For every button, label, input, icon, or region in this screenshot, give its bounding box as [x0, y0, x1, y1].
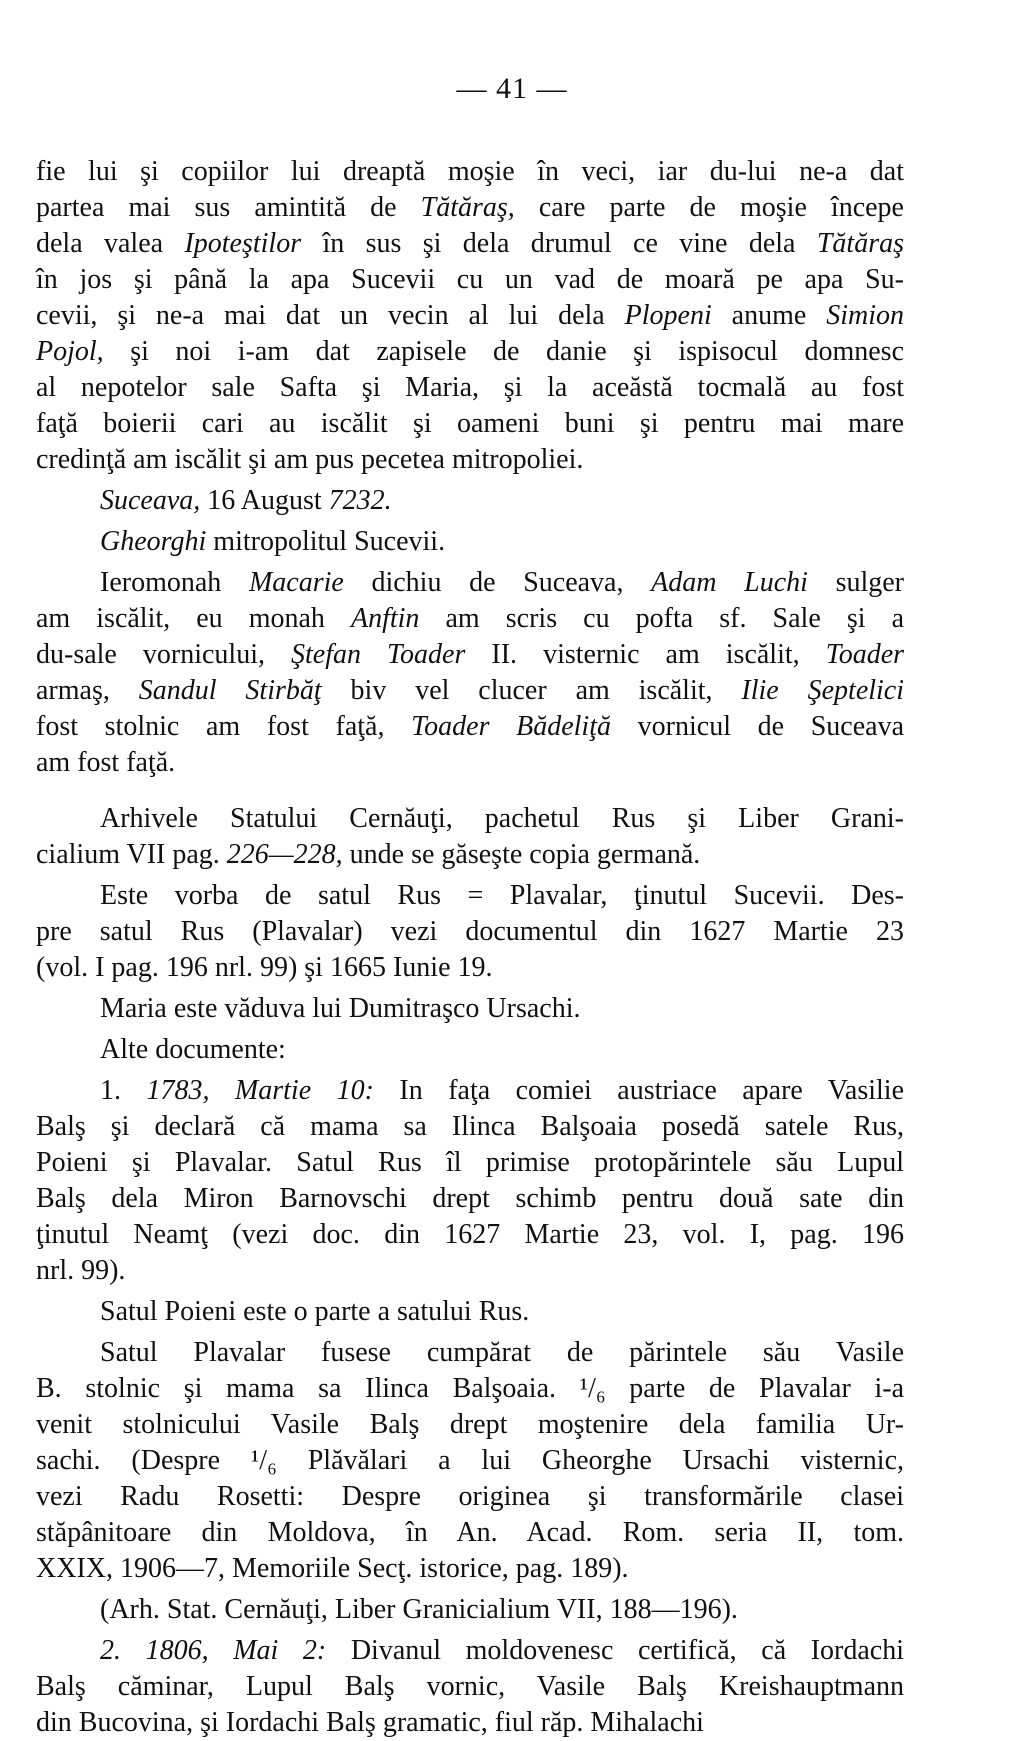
paragraph: [36, 154, 904, 478]
text-run: In faţa comiei austriace apare Vasilie: [373, 1075, 905, 1106]
italic-text: Ştefan Toader: [291, 639, 466, 670]
italic-text: Adam Luchi: [651, 567, 808, 598]
text-run: sulger: [807, 567, 904, 598]
text-run: (Arh. Stat. Cernăuţi, Liber Granicialium VII, 188—196).: [100, 1594, 738, 1625]
text-run: dichiu de Suceava,: [343, 567, 652, 598]
italic-text: Simion: [826, 300, 904, 331]
text-line: [36, 1705, 904, 1741]
paragraph: [36, 565, 904, 781]
text-run: din Bucovina, şi Iordachi Balş gramatic, fiul răp. Mihalachi: [36, 1707, 704, 1738]
text-line: [36, 524, 904, 560]
text-run: Satul Plavalar fusese cumpărat de părintele său Vasile: [100, 1337, 904, 1368]
paragraph: [36, 483, 904, 519]
text-line: [36, 1371, 904, 1407]
italic-text: Suceava,: [100, 485, 201, 516]
italic-text: Plopeni: [624, 300, 712, 331]
text-run: XXIX, 1906—7, Memoriile Secţ. istorice, pag. 189).: [36, 1553, 629, 1584]
text-line: [36, 1592, 904, 1628]
text-line: [36, 1073, 904, 1109]
text-line: [36, 1145, 904, 1181]
text-line: [36, 1335, 904, 1371]
italic-text: Gheorghi: [100, 526, 207, 557]
text-line: [36, 801, 904, 837]
italic-text: Ipoteştilor: [184, 228, 302, 259]
text-run: Satul Poieni este o parte a satului Rus.: [100, 1296, 530, 1327]
text-line: [36, 1633, 904, 1669]
italic-text: Macarie: [248, 567, 344, 598]
text-run: Arhivele Statului Cernăuţi, pachetul Rus şi Liber Grani-: [100, 803, 904, 834]
text-run: am iscălit, eu monah: [36, 603, 351, 634]
text-run: în sus şi dela drumul ce vine dela: [301, 228, 817, 259]
text-line: [36, 1217, 904, 1253]
text-line: [36, 154, 904, 190]
text-line: [36, 442, 904, 478]
text-run: şi noi i-am dat zapisele de danie şi ispisocul domnesc: [103, 336, 904, 367]
text-run: am fost faţă.: [36, 747, 176, 778]
italic-text: 226—228,: [226, 839, 343, 870]
text-run: Balş căminar, Lupul Balş vornic, Vasile Balş Kreishauptmann: [36, 1671, 904, 1702]
text-run: al nepotelor sale Safta şi Maria, şi la aceăstă tocmală au fost: [36, 372, 904, 403]
text-run: am scris cu pofta sf. Sale şi a: [419, 603, 904, 634]
text-run: Poieni şi Plavalar. Satul Rus îl primise protopărintele său Lupul: [36, 1147, 904, 1178]
text-run: anume: [711, 300, 827, 331]
document-body: [36, 154, 904, 1741]
text-line: [36, 950, 904, 986]
text-run: dela valea: [36, 228, 185, 259]
italic-text: Toader: [825, 639, 905, 670]
text-run: care parte de moşie începe: [514, 192, 904, 223]
text-run: faţă boierii cari au iscălit şi oameni buni şi pentru mai mare: [36, 408, 904, 439]
text-run: B. stolnic şi mama sa Ilinca Balşoaia. ¹/₆ parte de Plavalar i-a: [36, 1373, 904, 1404]
text-line: [36, 1032, 904, 1068]
paragraph: [36, 801, 904, 873]
text-run: fie lui şi copiilor lui dreaptă moşie în veci, iar du-lui ne-a dat: [36, 156, 904, 187]
text-run: 1.: [100, 1075, 147, 1106]
text-line: [36, 298, 904, 334]
text-run: (vol. I pag. 196 nrl. 99) şi 1665 Iunie 19.: [36, 952, 493, 983]
text-line: [36, 1669, 904, 1705]
text-run: stăpânitoare din Moldova, în An. Acad. Rom. seria II, tom.: [36, 1517, 904, 1548]
text-line: [36, 673, 904, 709]
text-line: [36, 262, 904, 298]
text-run: unde se găseşte copia germană.: [342, 839, 701, 870]
text-line: [36, 601, 904, 637]
italic-text: 7232.: [328, 485, 392, 516]
text-line: [36, 745, 904, 781]
text-run: Alte documente:: [100, 1034, 286, 1065]
text-run: venit stolnicului Vasile Balş drept moştenire dela familia Ur-: [36, 1409, 904, 1440]
text-line: [36, 1407, 904, 1443]
italic-text: Tătăraş: [816, 228, 905, 259]
text-run: Este vorba de satul Rus = Plavalar, ţinutul Sucevii. Des-: [100, 880, 904, 911]
text-line: [36, 1443, 904, 1479]
text-line: [36, 370, 904, 406]
text-run: credinţă am iscălit şi am pus pecetea mitropoliei.: [36, 444, 584, 475]
paragraph: [36, 878, 904, 986]
text-line: [36, 226, 904, 262]
text-run: Ieromonah: [100, 567, 249, 598]
text-run: ţinutul Neamţ (vezi doc. din 1627 Martie 23, vol. I, pag. 196: [36, 1219, 904, 1250]
paragraph: [36, 1592, 904, 1628]
text-line: [36, 991, 904, 1027]
text-run: Balş dela Miron Barnovschi drept schimb pentru două sate din: [36, 1183, 904, 1214]
text-run: pre satul Rus (Plavalar) vezi documentul din 1627 Martie 23: [36, 916, 904, 947]
text-run: cevii, şi ne-a mai dat un vecin al lui dela: [36, 300, 625, 331]
text-line: [36, 1479, 904, 1515]
text-line: [36, 914, 904, 950]
text-line: [36, 565, 904, 601]
text-line: [36, 190, 904, 226]
text-line: [36, 837, 904, 873]
paragraph: [36, 1294, 904, 1330]
page-number: — 41 —: [456, 72, 568, 105]
text-line: [36, 878, 904, 914]
italic-text: Pojol,: [36, 336, 104, 367]
text-line: [36, 1109, 904, 1145]
paragraph: [36, 524, 904, 560]
text-line: [36, 1253, 904, 1289]
text-line: [36, 1181, 904, 1217]
text-line: [36, 1551, 904, 1587]
text-run: mitropolitul Sucevii.: [206, 526, 446, 557]
text-run: cialium VII pag.: [36, 839, 227, 870]
text-run: II. visternic am iscălit,: [465, 639, 826, 670]
paragraph: [36, 1073, 904, 1289]
italic-text: Toader Bădeliţă: [411, 711, 611, 742]
text-line: [36, 637, 904, 673]
text-run: partea mai sus amintită de: [36, 192, 421, 223]
paragraph: [36, 991, 904, 1027]
text-run: vezi Radu Rosetti: Despre originea şi transformările clasei: [36, 1481, 904, 1512]
text-line: [36, 483, 904, 519]
italic-text: Tătăraş,: [420, 192, 515, 223]
text-run: nrl. 99).: [36, 1255, 126, 1286]
text-line: [36, 709, 904, 745]
text-line: [36, 1515, 904, 1551]
paragraph: [36, 1335, 904, 1587]
text-line: [36, 334, 904, 370]
text-run: biv vel clucer am iscălit,: [321, 675, 742, 706]
text-run: în jos şi până la apa Sucevii cu un vad de moară pe apa Su-: [36, 264, 904, 295]
text-run: Maria este văduva lui Dumitraşco Ursachi.: [100, 993, 581, 1024]
text-run: 16 August: [200, 485, 329, 516]
text-run: sachi. (Despre ¹/₆ Plăvălari a lui Gheorghe Ursachi visternic,: [36, 1445, 904, 1476]
text-run: Divanul moldovenesc certifică, că Iordachi: [326, 1635, 905, 1666]
text-line: [36, 1294, 904, 1330]
text-run: fost stolnic am fost faţă,: [36, 711, 412, 742]
italic-text: Anftin: [350, 603, 420, 634]
paragraph: [36, 1032, 904, 1068]
italic-text: 2. 1806, Mai 2:: [100, 1635, 327, 1666]
italic-text: Ilie Şeptelici: [741, 675, 905, 706]
paragraph: [36, 1633, 904, 1741]
italic-text: Sandul Stirbăţ: [138, 675, 322, 706]
italic-text: 1783, Martie 10:: [146, 1075, 374, 1106]
text-run: armaş,: [36, 675, 139, 706]
text-run: du-sale vornicului,: [36, 639, 292, 670]
text-run: vornicul de Suceava: [611, 711, 905, 742]
text-run: Balş şi declară că mama sa Ilinca Balşoaia posedă satele Rus,: [36, 1111, 904, 1142]
text-line: [36, 406, 904, 442]
